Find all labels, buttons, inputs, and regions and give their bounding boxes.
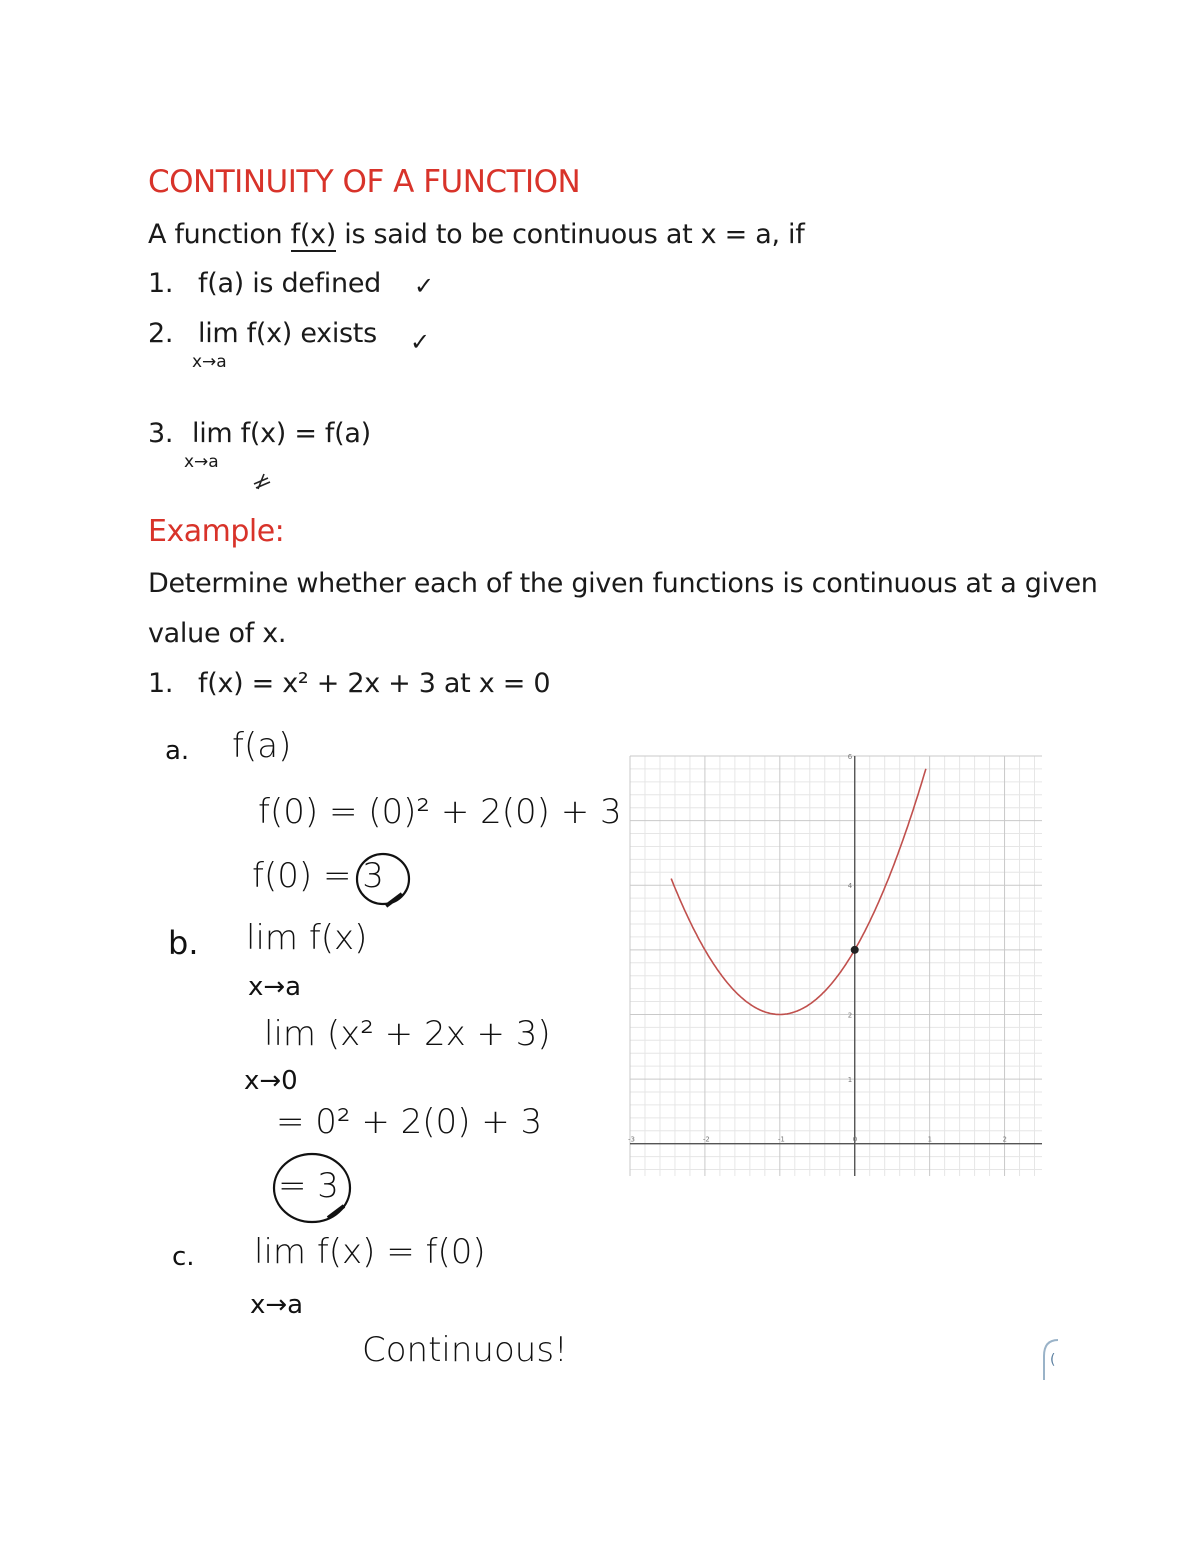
part-b-subscript2: x→0 [244, 1066, 298, 1096]
definition-fx: f(x) [290, 219, 336, 250]
part-a-line1: f(a) [232, 726, 292, 766]
part-c-label: c. [172, 1242, 195, 1272]
x-tick-label: -1 [777, 1135, 785, 1144]
part-b-line1: lim f(x) [246, 918, 368, 958]
page-title: CONTINUITY OF A FUNCTION [148, 164, 581, 200]
part-a-line3: f(0) = 3 [252, 856, 384, 896]
conclusion-text: Continuous! [362, 1330, 568, 1370]
condition-2-text: lim f(x) exists [198, 318, 377, 349]
condition-2-subscript: x→a [192, 352, 227, 372]
example-instruction-line2: value of x. [148, 618, 287, 649]
minor-grid [630, 756, 1042, 1176]
problem-number: 1. [148, 668, 174, 699]
condition-1-number: 1. [148, 268, 174, 299]
part-a-line2: f(0) = (0)² + 2(0) + 3 [258, 792, 622, 832]
x-tick-label: -2 [702, 1135, 710, 1144]
major-grid [630, 756, 1042, 1176]
x-tick-label: 0 [852, 1135, 858, 1144]
svg-text:(: ( [1050, 1352, 1056, 1368]
y-intercept-point [851, 946, 859, 954]
condition-1-text: f(a) is defined [198, 268, 381, 299]
axes [630, 756, 1042, 1176]
answer-circle-b [268, 1148, 364, 1232]
condition-3-subscript: x→a [184, 452, 219, 472]
condition-3-number: 3. [148, 418, 174, 449]
part-c-subscript: x→a [250, 1290, 304, 1320]
part-b-subscript1: x→a [248, 972, 302, 1002]
example-label: Example: [148, 514, 285, 549]
part-b-line3: = 0² + 2(0) + 3 [276, 1102, 543, 1142]
x-tick-label: 1 [927, 1135, 933, 1144]
clipped-button-icon [1040, 1336, 1060, 1380]
part-a-label: a. [165, 736, 190, 766]
condition-2-number: 2. [148, 318, 174, 349]
part-c-line1: lim f(x) = f(0) [254, 1232, 486, 1272]
example-instruction-line1: Determine whether each of the given functions is continuous at a given [148, 568, 1098, 599]
x-tick-label: -3 [628, 1135, 635, 1144]
y-tick-label: 1 [847, 1076, 853, 1085]
condition-3-text: lim f(x) = f(a) [192, 418, 371, 449]
definition-text [148, 219, 804, 250]
part-b-line4: = 3 [278, 1166, 339, 1206]
y-tick-label: 2 [847, 1011, 853, 1020]
tick-labels [628, 753, 1007, 1144]
parabola-curve [671, 769, 926, 1015]
equals-annotation-mark [250, 472, 274, 490]
definition-suffix: is said to be continuous at x = a, if [336, 219, 805, 250]
part-b-label: b. [168, 924, 199, 962]
x-tick-label: 2 [1002, 1135, 1008, 1144]
definition-prefix: A function [148, 219, 291, 250]
part-b-line2: lim (x² + 2x + 3) [264, 1014, 551, 1054]
y-tick-label: 4 [847, 882, 853, 891]
y-tick-label: 6 [847, 753, 853, 761]
check-mark-icon: ✓ [410, 328, 431, 356]
parabola-graph [628, 753, 1042, 1176]
check-mark-icon: ✓ [414, 272, 435, 300]
answer-circle-a [350, 846, 420, 916]
problem-expression: f(x) = x² + 2x + 3 at x = 0 [198, 668, 551, 699]
